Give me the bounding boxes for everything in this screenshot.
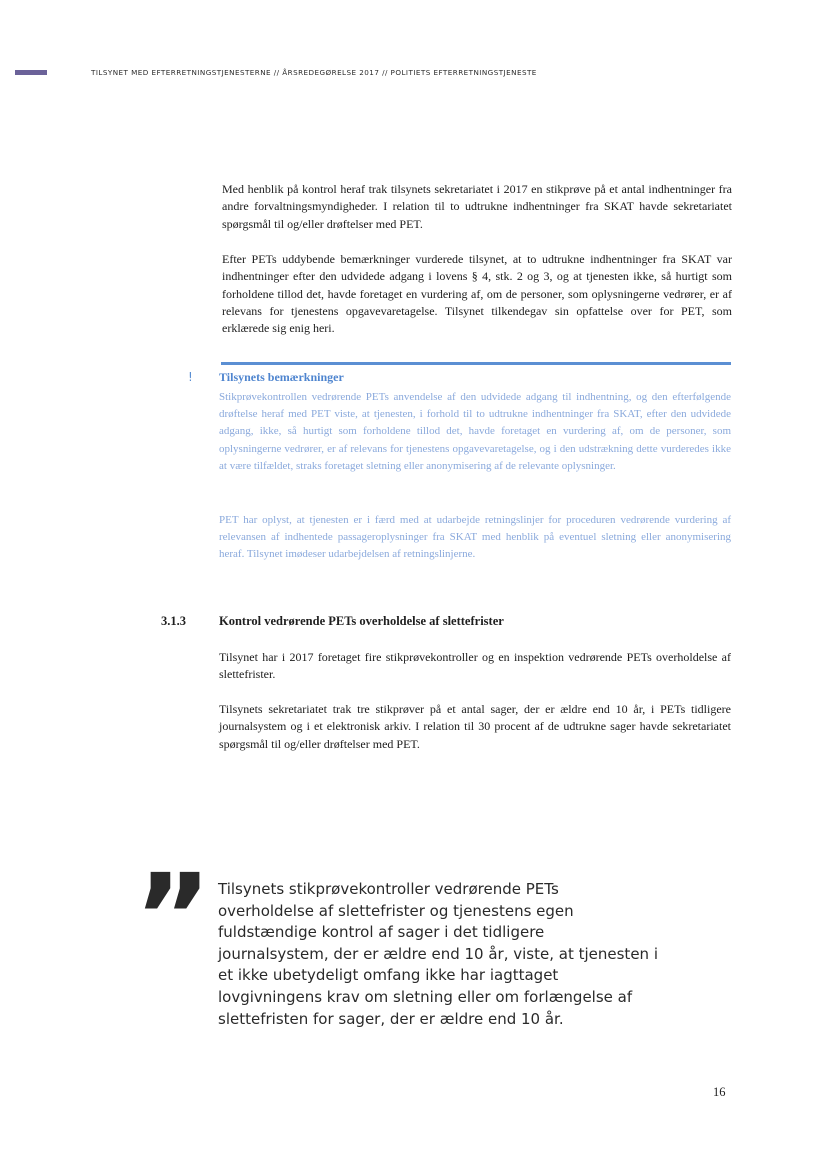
body-paragraph-2: Efter PETs uddybende bemærkninger vurderede tilsynet, at to udtrukne indhentninger fra SKAT var indhentninger efter den udvidede adgang i lovens § 4, stk. 2 og 3, og at tjenesten ikke, så hurtigt som forholdene tillod det, havde foretaget en vurdering af, om de personer, som oplysningerne vedrører, er af relevans for tjenestens opgavevaretagelse. Tilsynet tilkendegav sin opfattelse over for PET, som erklærede sig enig heri.: [222, 252, 732, 336]
section-paragraph-2: Tilsynets sekretariatet trak tre stikprøver på et antal sager, der er ældre end 10 år, i PETs tidligere journalsystem og i et elektronisk arkiv. I relation til 30 procent af de udtrukne sager havde sekretariatet spørgsmål til og/eller drøftelser med PET.: [219, 702, 731, 751]
note-divider: [221, 362, 731, 365]
exclamation-icon: !: [188, 370, 193, 384]
body-paragraph-1: Med henblik på kontrol heraf trak tilsynets sekretariatet i 2017 en stikprøve på et antal indhentninger fra andre forvaltningsmyndigheder. I relation til to udtrukne indhentninger fra SKAT havde sekretariatet spørgsmål til og/eller drøftelser med PET.: [222, 182, 732, 231]
note-paragraph-2: PET har oplyst, at tjenesten er i færd med at udarbejde retningslinjer for proceduren vedrørende vurdering af relevansen af indhentede passageroplysninger fra SKAT med henblik på eventuel sletning eller anonymisering heraf. Tilsynet imødeser udarbejdelsen af retningslinjerne.: [219, 514, 731, 561]
note-paragraph-1: Stikprøvekontrollen vedrørende PETs anvendelse af den udvidede adgang til indhentning, og den efterfølgende drøftelse heraf med PET viste, at tjenesten, i forhold til to udtrukne indhentninger fra SKAT, efter den udvidede adgang, ikke, så hurtigt som forholdene tillod det, havde foretaget en vurdering af, om de personer, som oplysningerne vedrører, er af relevans for tjenestens opgavevaretagelse, og i den udstrækning dette vurderedes ikke at være tilfældet, straks foretaget sletning eller anonymisering af de relevante oplysninger.: [219, 391, 731, 472]
section-paragraph-1: Tilsynet har i 2017 foretaget fire stikprøvekontroller og en inspektion vedrørende PETs overholdelse af slettefrister.: [219, 650, 731, 682]
page-number: 16: [713, 1085, 726, 1099]
running-header: TILSYNET MED EFTERRETNINGSTJENESTERNE // ÅRSREDEGØRELSE 2017 // POLITIETS EFTERRETNINGSTJENESTE: [91, 68, 537, 77]
section-number: 3.1.3: [161, 614, 186, 628]
section-title: Kontrol vedrørende PETs overholdelse af slettefrister: [219, 614, 504, 628]
note-heading: Tilsynets bemærkninger: [219, 370, 344, 384]
quotation-mark-icon: ”: [134, 848, 206, 986]
header-accent-bar: [15, 70, 47, 75]
pull-quote: Tilsynets stikprøvekontroller vedrørende PETs overholdelse af slettefrister og tjenestens egen fuldstændige kontrol af sager i det tidligere journalsystem, der er ældre end 10 år, viste, at tjenesten i et ikke ubetydeligt omfang ikke har iagttaget lovgivningens krav om sletning eller om forlængelse af slettefristen for sager, der er ældre end 10 år.: [218, 880, 658, 1028]
